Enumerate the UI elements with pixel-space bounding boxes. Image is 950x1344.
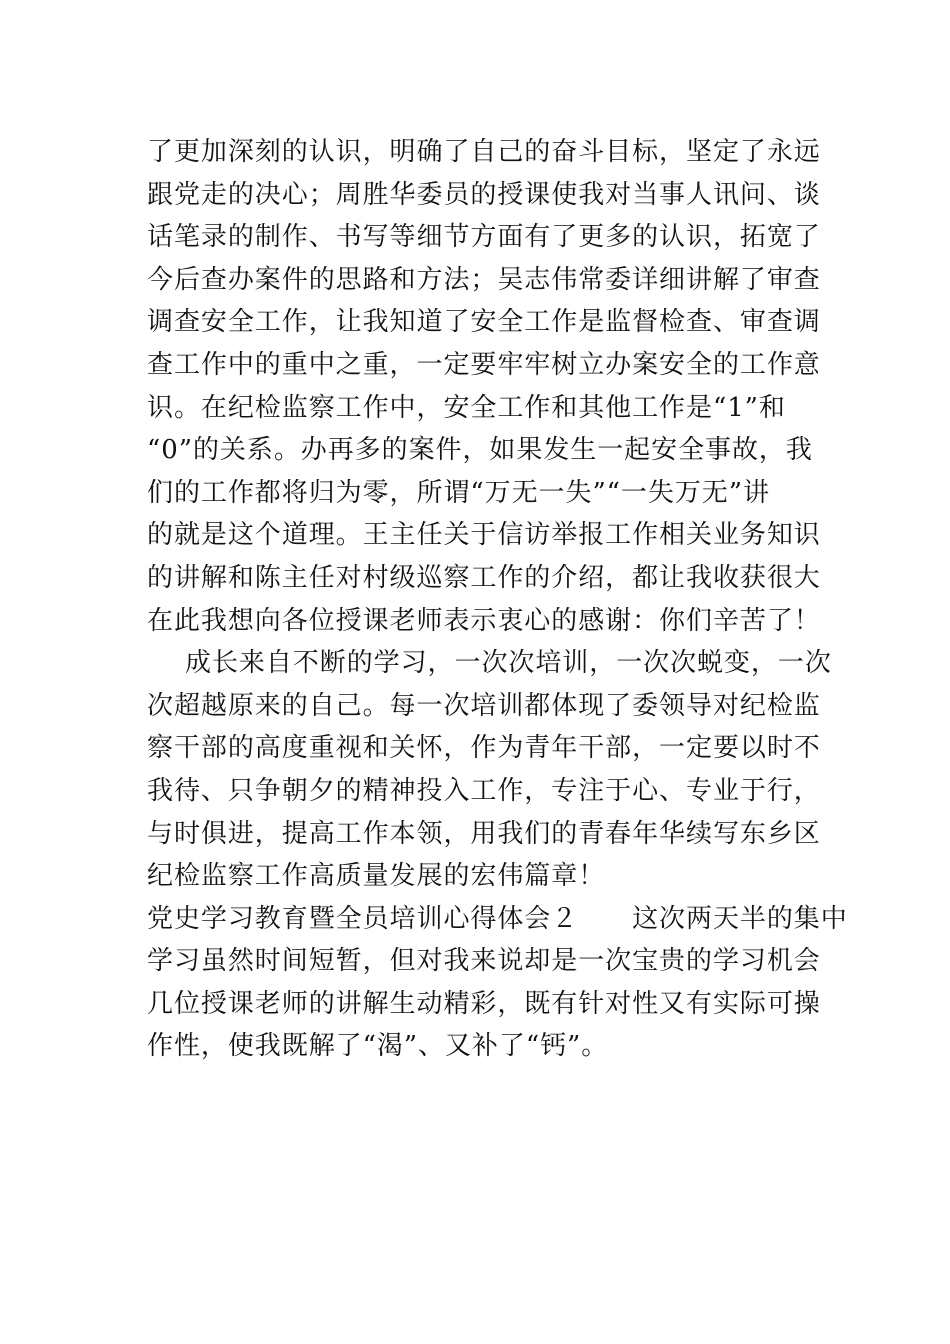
text-line: 几位授课老师的讲解生动精彩，既有针对性又有实际可操 [147,988,821,1019]
text-line: 话笔录的制作、书写等细节方面有了更多的认识，拓宽了 [147,222,821,253]
text-line: 作性，使我既解了“渴”、又补了“钙”。 [147,1031,609,1062]
text-line: 调查安全工作，让我知道了安全工作是监督检查、审查调 [147,307,821,338]
text-line: 次超越原来的自己。每一次培训都体现了委领导对纪检监 [147,690,821,721]
text-line: 学习虽然时间短暂，但对我来说却是一次宝贵的学习机会 [147,946,821,977]
text-line: 今后查办案件的思路和方法；吴志伟常委详细讲解了审查 [147,264,821,295]
text-line: 识。在纪检监察工作中，安全工作和其他工作是“1”和 [147,392,786,423]
text-line: 们的工作都将归为零，所谓“万无一失”“一失万无”讲 [147,477,770,508]
text-line: 纪检监察工作高质量发展的宏伟篇章！ [147,861,606,892]
text-line: 党史学习教育暨全员培训心得体会２ 这次两天半的集中 [147,903,848,934]
text-line: “0”的关系。办再多的案件，如果发生一起安全事故，我 [147,435,813,466]
text-line: 成长来自不断的学习，一次次培训，一次次蜕变，一次 [185,648,832,679]
text-line: 了更加深刻的认识，明确了自己的奋斗目标，坚定了永远 [147,137,821,167]
text-line: 的就是这个道理。王主任关于信访举报工作相关业务知识 [147,520,821,551]
text-line: 查工作中的重中之重，一定要牢牢树立办案安全的工作意 [147,349,821,380]
text-line: 在此我想向各位授课老师表示衷心的感谢：你们辛苦了！ [147,605,821,636]
text-line: 与时俱进，提高工作本领，用我们的青春年华续写东乡区 [147,818,821,849]
text-line: 的讲解和陈主任对村级巡察工作的介绍，都让我收获很大 [147,562,821,593]
body-text [147,131,848,1068]
text-line: 跟党走的决心；周胜华委员的授课使我对当事人讯问、谈 [147,179,821,210]
text-line: 我待、只争朝夕的精神投入工作，专注于心、专业于行， [147,775,821,806]
text-line: 察干部的高度重视和关怀，作为青年干部，一定要以时不 [147,733,821,764]
